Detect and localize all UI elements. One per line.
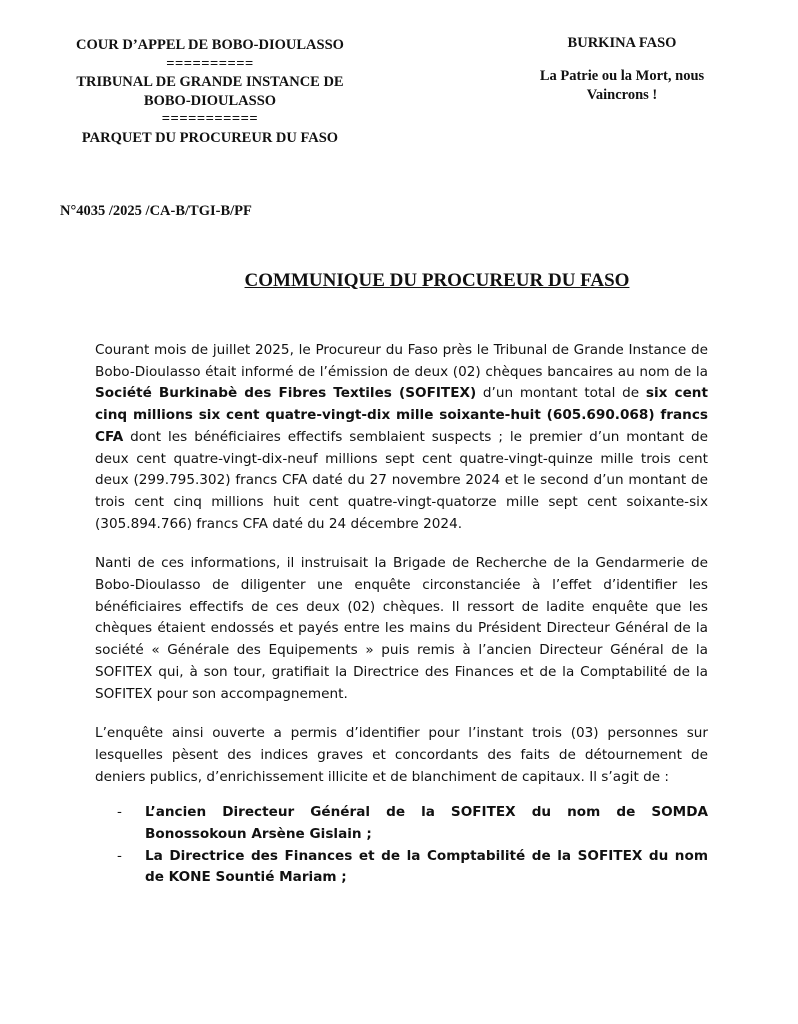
paragraph-1-text-c: dont les bénéficiaires effectifs semblaient suspects ; le premier d’un montant de deux cent quatre-vingt-dix-neuf millions sept cent quatre-vingt-quinze mille trois cent deux (299.795.302) francs CFA daté du 27 novembre 2024 et le second d’un montant de trois cent cinq millions huit cent quatre-vingt-quatorze mille sept cent soixante-six (305.894.766) francs CFA daté du 24 décembre 2024.: [95, 428, 708, 532]
document-body: [95, 340, 708, 889]
list-dash: -: [117, 804, 122, 821]
paragraph-3: L’enquête ainsi ouverte a permis d’identifier pour l’instant trois (03) personnes sur lesquelles pèsent des indices graves et concordants des faits de détournement de deniers publics, d’enrichissement illicite et de blanchiment de capitaux. Il s’agit de :: [95, 725, 708, 785]
list-item-text: L’ancien Directeur Général de la SOFITEX du nom de SOMDA Bonossokoun Arsène Gislain ;: [145, 804, 708, 843]
paragraph-1: [95, 340, 708, 535]
header-right-block: [504, 34, 740, 105]
total-amount: six cent cinq millions six cent quatre-vingt-dix mille soixante-huit (605.690.068) francs CFA: [95, 385, 708, 445]
header-left-block: [38, 36, 382, 147]
paragraph-2: Nanti de ces informations, il instruisait la Brigade de Recherche de la Gendarmerie de Bobo-Dioulasso de diligenter une enquête circonstanciée à l’effet d’identifier les bénéficiaires effectifs de ces deux (02) chèques. Il ressort de ladite enquête que les chèques étaient endossés et payés entre les mains du Président Directeur Général de la société « Générale des Equipements » puis remis à l’ancien Directeur Général de la SOFITEX qui, à son tour, gratifiait la Directrice des Finances et de la Comptabilité de la SOFITEX pour son accompagnement.: [95, 555, 708, 702]
court-name: COUR D’APPEL DE BOBO-DIOULASSO: [76, 37, 344, 53]
page-title: COMMUNIQUE DU PROCUREUR DU FASO: [244, 270, 630, 291]
paragraph-1-text-b: d’un montant total de: [476, 385, 646, 402]
company-name: Société Burkinabè des Fibres Textiles (SOFITEX): [95, 385, 477, 402]
separator-line: ===========: [161, 111, 259, 127]
country-name: BURKINA FASO: [567, 35, 677, 51]
national-motto-line1: La Patrie ou la Mort, nous: [539, 68, 705, 84]
tribunal-name-line1: TRIBUNAL DE GRANDE INSTANCE DE: [76, 74, 344, 90]
parquet-name: PARQUET DU PROCUREUR DU FASO: [81, 129, 339, 146]
list-item-text: La Directrice des Finances et de la Comptabilité de la SOFITEX du nom de KONE Sountié Mariam ;: [145, 847, 708, 886]
list-item: [95, 846, 708, 889]
national-motto-line2: Vaincrons !: [586, 87, 658, 103]
reference-number: N°4035 /2025 /CA-B/TGI-B/PF: [60, 203, 252, 219]
list-dash: -: [117, 847, 122, 864]
paragraph-1-text-a: Courant mois de juillet 2025, le Procureur du Faso près le Tribunal de Grande Instance de Bobo-Dioulasso était informé de l’émission de deux (02) chèques bancaires au nom de la: [95, 342, 708, 380]
tribunal-name-line2: BOBO-DIOULASSO: [143, 92, 277, 109]
suspects-list: [95, 802, 708, 889]
separator-line: ==========: [166, 55, 254, 72]
list-item: [95, 802, 708, 845]
